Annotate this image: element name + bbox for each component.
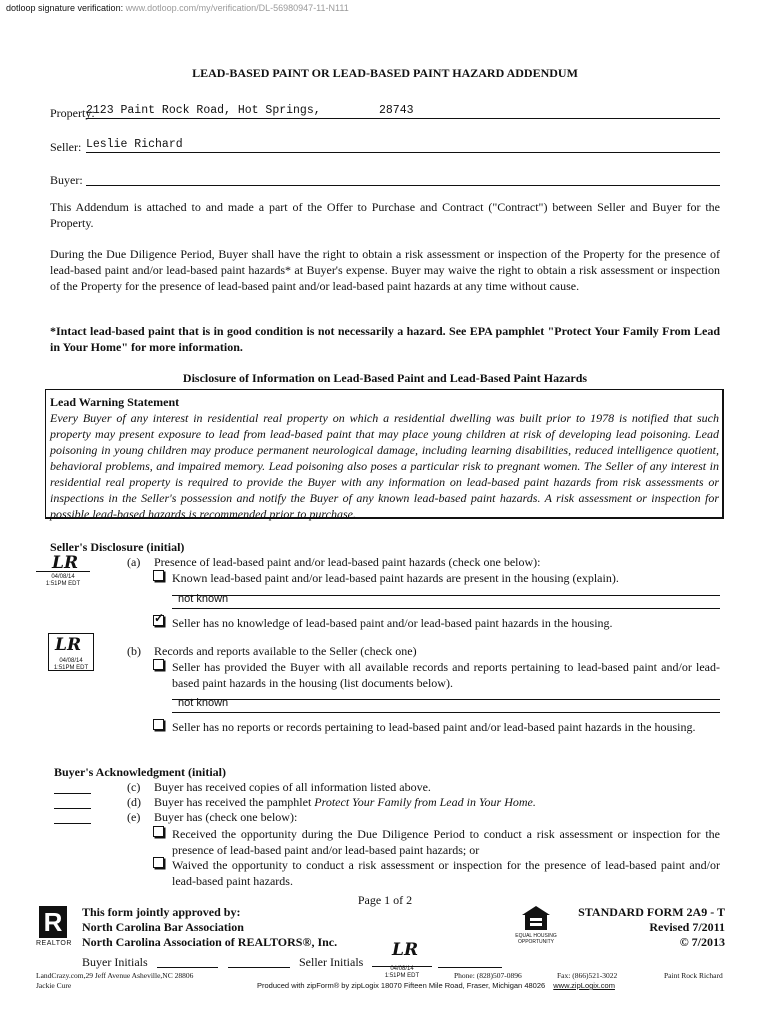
initial-time: 1:51PM EDT	[53, 665, 89, 671]
seller-initial-a[interactable]	[36, 553, 90, 593]
item-b-text: Records and reports available to the Seller (check one)	[154, 644, 417, 658]
initial-time: 1:51PM EDT	[45, 581, 81, 587]
initial-date: 04/08/14	[51, 574, 75, 580]
equal-housing-logo	[514, 905, 558, 947]
buyer-initial-e[interactable]	[54, 823, 91, 824]
document-title: LEAD-BASED PAINT OR LEAD-BASED PAINT HAZARD ADDENDUM	[192, 66, 578, 80]
buyer-field[interactable]	[86, 171, 720, 186]
buyer-ack-heading: Buyer's Acknowledgment (initial)	[54, 765, 227, 779]
option-a-no-knowledge: Seller has no knowledge of lead-based paint and/or lead-based paint hazards in the housing.	[172, 616, 613, 630]
warning-title: Lead Warning Statement	[50, 395, 180, 409]
realtor-r-icon: R	[39, 906, 67, 938]
checkmark-icon: ✓	[154, 611, 165, 625]
checkbox-b-provided[interactable]	[153, 659, 164, 670]
buyer-label: Buyer:	[50, 173, 83, 187]
option-b-provided: Seller has provided the Buyer with all available records and reports pertaining to lead-based paint and/or lead-based paint hazards in the housing (list documents below).	[172, 660, 720, 690]
agent-name: Jackie Cure	[36, 981, 72, 990]
revised-date: Revised 7/2011	[649, 920, 725, 934]
buyer-initial-d[interactable]	[54, 808, 91, 809]
broker-address: LandCrazy.com,29 Jeff Avenue Asheville,NC 28806	[36, 971, 194, 980]
verification-link[interactable]: www.dotloop.com/my/verification/DL-56980947-11-N111	[125, 3, 349, 13]
property-field[interactable]	[86, 104, 720, 119]
seller-field[interactable]	[86, 138, 720, 153]
copyright: © 7/2013	[679, 935, 725, 949]
seller-label: Seller:	[50, 140, 82, 154]
initial-time: 1:51PM EDT	[384, 973, 420, 979]
item-d-text	[154, 795, 536, 810]
a-explain-value: not known	[178, 593, 229, 605]
item-c-text: Buyer has received copies of all information listed above.	[154, 780, 431, 794]
intro-paragraph: This Addendum is attached to and made a part of the Offer to Purchase and Contract ("Contract") between Seller and Buyer for the Property.	[50, 200, 720, 230]
signature-mark-icon: LR	[392, 940, 419, 960]
lead-warning-box	[45, 389, 724, 519]
approved-by-line-3: North Carolina Association of REALTORS®, Inc.	[82, 935, 338, 949]
verification-header	[6, 3, 349, 13]
approved-by-line-1: This form jointly approved by:	[82, 905, 241, 919]
seller-initials-field-2[interactable]	[438, 955, 502, 968]
epa-note: *Intact lead-based paint that is in good condition is not necessarily a hazard. See EPA pamphlet "Protect Your Family From Lead in Your Home" for more information.	[50, 324, 720, 354]
option-a-known: Known lead-based paint and/or lead-based paint hazards are present in the housing (explain).	[172, 571, 619, 585]
checkbox-b-none[interactable]	[153, 719, 164, 730]
warning-body: Every Buyer of any interest in residential real property on which a residential dwelling was built prior to 1978 is notified that such property may present exposure to lead from lead-based paint that may place young children at risk of developing lead poisoning. Lead poisoning in young children may produce permanent neurological damage, including learning disabilities, reduced intelligence quotient, behavioral problems, and impaired memory. Lead poisoning also poses a particular risk to pregnant women. The Seller of any interest in residential real property is required to provide the Buyer with any information on lead-based paint hazards from risk assessments or inspections in the Seller's possession and notify the Buyer of any known lead-based paint hazards. A risk assessment or inspection for possible lead-based hazards is recommended prior to purchase.	[50, 411, 719, 521]
agent-fax: Fax: (866)521-3022	[557, 971, 618, 980]
item-a-text: Presence of lead-based paint and/or lead-based paint hazards (check one below):	[154, 555, 541, 569]
buyer-initials-field-1[interactable]	[157, 955, 218, 968]
agent-phone: Phone: (828)507-0896	[454, 971, 522, 980]
option-e-waived: Waived the opportunity to conduct a risk assessment or inspection for the presence of lead-based paint and/or lead-based paint hazards.	[172, 858, 720, 888]
produced-by-text: Produced with zipForm® by zipLogix 18070 Fifteen Mile Road, Fraser, Michigan 48026	[257, 981, 546, 990]
initial-date: 04/08/14	[390, 966, 414, 972]
disclosure-heading: Disclosure of Information on Lead-Based Paint and Lead-Based Paint Hazards	[182, 371, 588, 385]
equal-housing-icon	[521, 905, 551, 931]
approved-by-line-2: North Carolina Bar Association	[82, 920, 244, 934]
seller-initial-b[interactable]	[48, 633, 94, 671]
seller-initials-label: Seller Initials	[299, 955, 364, 969]
property-value: 2123 Paint Rock Road, Hot Springs,	[86, 104, 321, 117]
seller-value: Leslie Richard	[86, 138, 183, 151]
option-e-received: Received the opportunity during the Due Diligence Period to conduct a risk assessment or inspection for the presence of lead-based paint and/or lead-based paint hazards; or	[172, 827, 720, 857]
page-number: Page 1 of 2	[357, 893, 413, 907]
equal-housing-line-1: EQUAL HOUSING	[515, 933, 557, 939]
checkbox-e-received[interactable]	[153, 826, 164, 837]
item-d-text-plain: Buyer has received the pamphlet	[154, 795, 315, 809]
checkbox-e-waived[interactable]	[153, 857, 164, 868]
signature-mark-icon: LR	[55, 635, 82, 655]
initial-date: 04/08/14	[59, 658, 83, 664]
file-name: Paint Rock Richard	[664, 971, 723, 980]
item-a-label: (a)	[127, 555, 141, 569]
initial-rule	[36, 571, 90, 572]
buyer-initials-label: Buyer Initials	[82, 955, 148, 969]
b-list-value: not known	[178, 697, 229, 709]
item-d-label: (d)	[127, 795, 141, 809]
realtor-logo	[36, 906, 72, 952]
item-e-text: Buyer has (check one below):	[154, 810, 298, 824]
equal-housing-line-2: OPPORTUNITY	[517, 939, 555, 945]
item-b-label: (b)	[127, 644, 141, 658]
b-list-field-3[interactable]	[172, 700, 720, 713]
seller-disclosure-heading: Seller's Disclosure (initial)	[50, 540, 185, 554]
verification-label: dotloop signature verification:	[6, 3, 124, 13]
ziplogix-link[interactable]: www.zipLogix.com	[553, 981, 615, 990]
buyer-initial-c[interactable]	[54, 793, 91, 794]
produced-by	[257, 981, 615, 990]
form-number: STANDARD FORM 2A9 - T	[578, 905, 725, 919]
item-e-label: (e)	[127, 810, 141, 824]
property-label: Property:	[50, 106, 95, 120]
pamphlet-title: Protect Your Family from Lead in Your Home.	[314, 795, 536, 809]
item-c-label: (c)	[127, 780, 141, 794]
due-diligence-paragraph: During the Due Diligence Period, Buyer shall have the right to obtain a risk assessment or inspection of the Property for the presence of lead-based paint and/or lead-based paint hazards* at Buyer's expense. Buyer may waive the right to obtain a risk assessment or inspection of the Property for the presence of lead-based paint and/or lead-based paint hazards at any time without cause.	[50, 247, 720, 293]
option-b-none: Seller has no reports or records pertaining to lead-based paint and/or lead-based paint hazards in the housing.	[172, 720, 696, 734]
footer-seller-initial[interactable]	[372, 940, 432, 979]
a-explain-field-3[interactable]	[172, 596, 720, 609]
signature-mark-icon: LR	[52, 553, 79, 573]
realtor-wordmark: REALTOR	[36, 940, 72, 947]
property-zip: 28743	[379, 104, 414, 117]
checkbox-a-known[interactable]	[153, 570, 164, 581]
buyer-initials-field-2[interactable]	[228, 955, 290, 968]
